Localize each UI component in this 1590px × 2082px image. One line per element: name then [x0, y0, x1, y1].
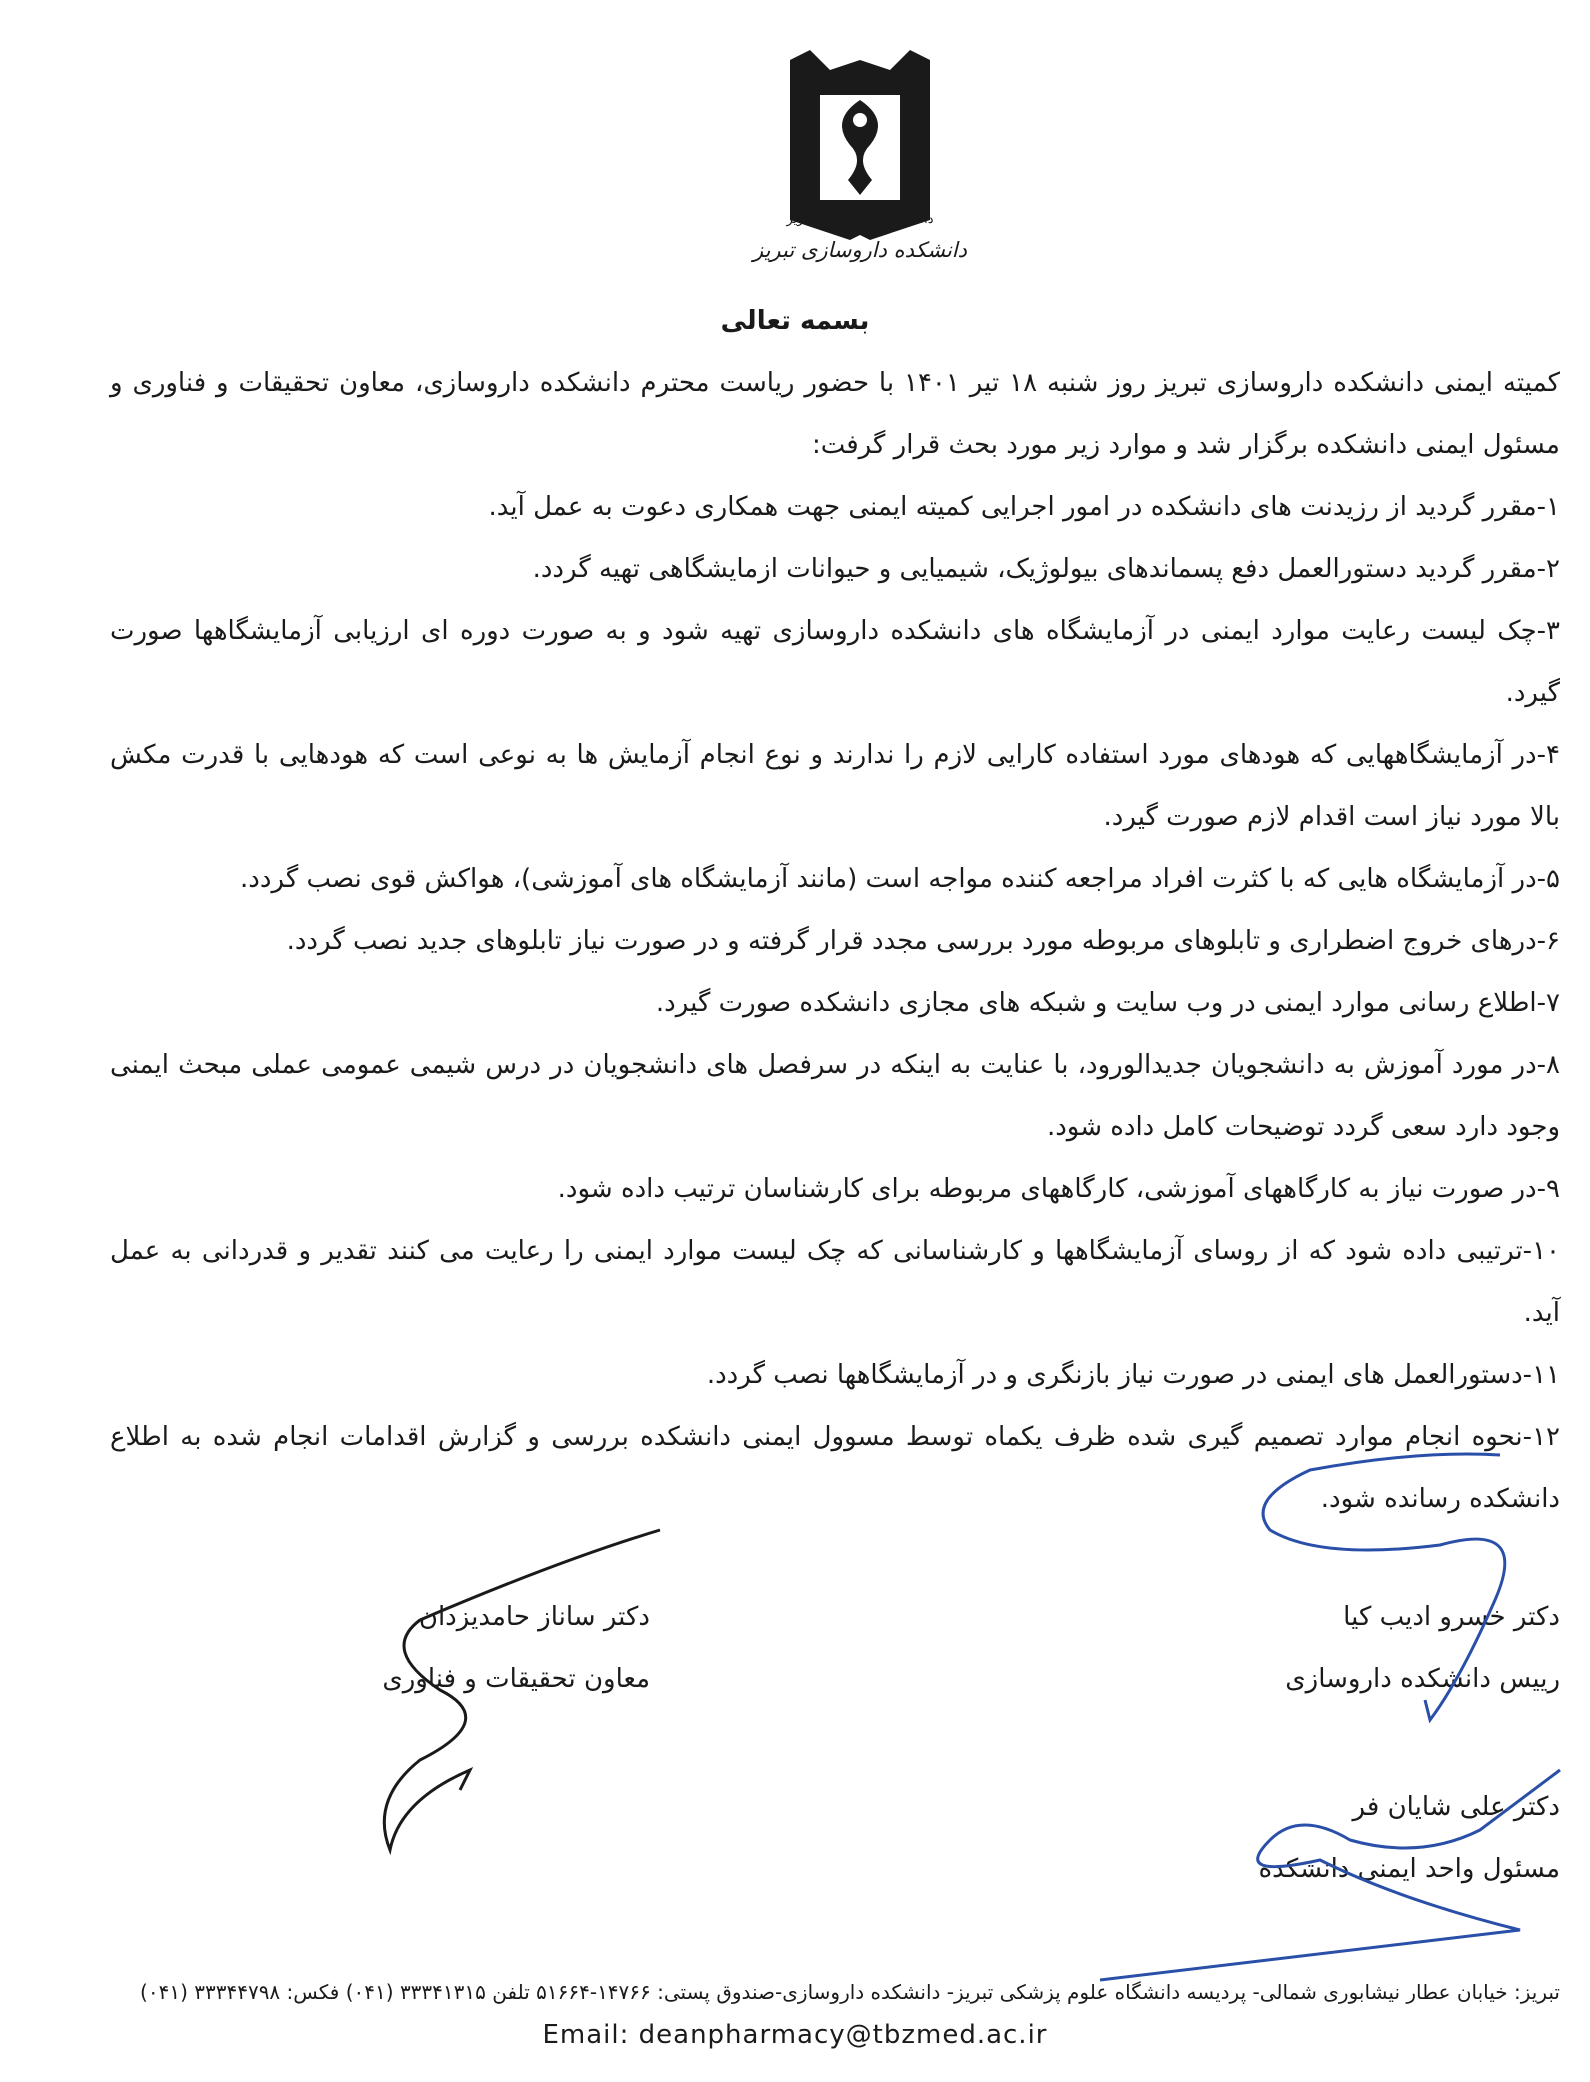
- list-item: ۸-در مورد آموزش به دانشجویان جدیدالورود، با عنایت به اینکه در سرفصل های دانشجویان در درس شیمی عمومی عملی مبحث ایمنی وجود دارد سعی گردد توضیحات کامل داده شود.: [110, 1050, 1560, 1142]
- safety-officer-name: دکتر علی شایان فر: [1352, 1792, 1560, 1822]
- footer-email: Email: deanpharmacy@tbzmed.ac.ir: [542, 2020, 1048, 2050]
- list-item: ۷-اطلاع رسانی موارد ایمنی در وب سایت و شبکه های مجازی دانشکده صورت گیرد.: [655, 988, 1560, 1018]
- dean-role: رییس دانشکده داروسازی: [1285, 1664, 1560, 1694]
- list-item: ۴-در آزمایشگاههایی که هودهای مورد استفاده کارایی لازم را ندارند و نوع انجام آزمایش ها به نوعی است که هودهایی با قدرت مکش بالا مورد نیاز است اقدام لازم صورت گیرد.: [110, 740, 1560, 832]
- vice-dean-signature-block: [382, 1586, 650, 1710]
- list-item: ۲-مقرر گردید دستورالعمل دفع پسماندهای بیولوژیک، شیمیایی و حیوانات ازمایشگاهی تهیه گردد.: [532, 554, 1560, 584]
- list-item: ۱۰-ترتیبی داده شود که از روسای آزمایشگاهها و کارشناسانی که چک لیست موارد ایمنی را رعایت می کنند تقدیر و قدردانی به عمل آید.: [110, 1236, 1560, 1328]
- minutes-body: [110, 352, 1560, 1530]
- list-item: ۱۲-نحوه انجام موارد تصمیم گیری شده ظرف یکماه توسط مسوول ایمنی دانشکده بررسی و گزارش اقدامات انجام شده به اطلاع دانشکده رسانده شود.: [110, 1422, 1560, 1514]
- logo-caption: دانشگاه علوم پزشکی تبریز: [786, 212, 934, 227]
- list-item: ۵-در آزمایشگاه هایی که با کثرت افراد مراجعه کننده مواجه است (مانند آزمایشگاه های آموزشی)، هواکش قوی نصب گردد.: [240, 864, 1560, 894]
- faculty-name: دانشکده داروسازی تبریز: [753, 238, 967, 262]
- vice-dean-name: دکتر ساناز حامدیزدان: [418, 1602, 650, 1632]
- list-item: ۱۱-دستورالعمل های ایمنی در صورت نیاز بازنگری و در آزمایشگاهها نصب گردد.: [706, 1360, 1560, 1390]
- letterhead-logo: [753, 50, 967, 280]
- safety-officer-signature-block: [1259, 1776, 1560, 1900]
- dean-name: دکتر خسرو ادیب کیا: [1343, 1602, 1560, 1632]
- document-title: بسمه تعالی: [720, 306, 870, 336]
- safety-officer-role: مسئول واحد ایمنی دانشکده: [1258, 1854, 1560, 1884]
- list-item: ۶-درهای خروج اضطراری و تابلوهای مربوطه مورد بررسی مجدد قرار گرفته و در صورت نیاز تابلوهای جدید نصب گردد.: [286, 926, 1560, 956]
- intro-paragraph: کمیته ایمنی دانشکده داروسازی تبریز روز شنبه ۱۸ تیر ۱۴۰۱ با حضور ریاست محترم دانشکده داروسازی، معاون تحقیقات و فناوری و مسئول ایمنی دانشکده برگزار شد و موارد زیر مورد بحث قرار گرفت:: [110, 368, 1560, 460]
- list-item: ۱-مقرر گردید از رزیدنت های دانشکده در امور اجرایی کمیته ایمنی جهت همکاری دعوت به عمل آید.: [488, 492, 1560, 522]
- list-item: ۳-چک لیست رعایت موارد ایمنی در آزمایشگاه های دانشکده داروسازی تهیه شود و به صورت دوره ای ارزیابی آزمایشگاهها صورت گیرد.: [110, 616, 1560, 708]
- list-item: ۹-در صورت نیاز به کارگاههای آموزشی، کارگاههای مربوطه برای کارشناسان ترتیب داده شود.: [557, 1174, 1560, 1204]
- footer-address: تبریز: خیابان عطار نیشابوری شمالی- پردیسه دانشگاه علوم پزشکی تبریز- دانشکده داروسازی-صندوق پستی: ۱۴۷۶۶-۵۱۶۶۴ تلفن ۳۳۳۴۱۳۱۵ (۰۴۱) فکس: ۳۳۳۴۴۷۹۸ (۰۴۱): [140, 1980, 1560, 2004]
- vice-dean-role: معاون تحقیقات و فناوری: [382, 1664, 650, 1694]
- dean-signature-block: [1285, 1586, 1560, 1710]
